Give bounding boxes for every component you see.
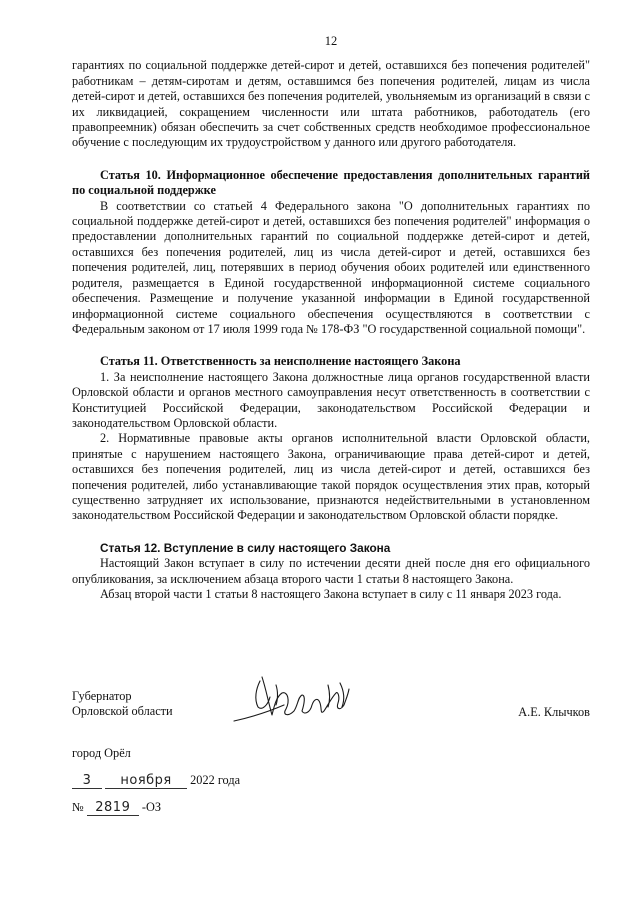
city-line: город Орёл	[72, 746, 131, 760]
law-number-line	[72, 800, 161, 816]
article-10-paragraph: В соответствии со статьей 4 Федерального закона "О дополнительных гарантиях по социальной поддержке детей-сирот и детей, оставшихся без попечения родителей" информация о предоставлении дополнительных гарантий по социальной поддержке детей-сирот и детей, оставшихся без попечения родителей, лиц из числа детей-сирот и детей, оставшихся без попечения родителей, лиц, потерявших в период обучения обоих родителей или единственного родителя, размещается в Единой государственной информационной системе социального обеспечения. Размещение и получение указанной информации в Единой государственной информационной системе социального обеспечения осуществляются в соответствии с Федеральным законом от 17 июля 1999 года № 178-ФЗ "О государственной социальной помощи".	[72, 198, 590, 336]
article-11-paragraph-1: 1. За неисполнение настоящего Закона должностные лица органов государственной власти Орловской области и органов местного самоуправления несут ответственность в соответствии с Конституцией Российской Федерации, законодательством Российской Федерации и законодательством Орловской области.	[72, 369, 590, 430]
date-day-field: 3	[72, 774, 102, 789]
signature-stroke	[256, 681, 270, 708]
article-11-heading: Статья 11. Ответственность за неисполнение настоящего Закона	[100, 354, 461, 369]
article-11-paragraph-2: 2. Нормативные правовые акты органов исполнительной власти Орловской области, принятые с нарушением настоящего Закона, ограничивающие права детей-сирот и детей, оставшихся без попечения родителей, лиц из числа детей-сирот и детей, оставшихся без попечения родителей, либо устанавливающие такой порядок осуществления этих прав, который существенно затрудняет их использование, признаются недействительными в установленном законодательством Российской Федерации и законодательством Орловской области порядке.	[72, 431, 590, 523]
signatory-title-line-1: Губернатор	[72, 689, 132, 703]
article-12-paragraph-2: Абзац второй части 1 статьи 8 настоящего Закона вступает в силу с 11 января 2023 года.	[100, 587, 562, 601]
signature-stroke	[262, 677, 349, 715]
article-12-paragraph-1: Настоящий Закон вступает в силу по истечении десяти дней после дня его официального опубликования, за исключением абзаца второго части 1 статьи 8 настоящего Закона.	[72, 556, 590, 586]
signature-stroke	[340, 683, 344, 707]
law-number-suffix: -ОЗ	[141, 800, 162, 814]
date-month-field: ноября	[105, 774, 187, 789]
signatory-name: А.Е. Клычков	[518, 705, 590, 719]
intro-paragraph: гарантиях по социальной поддержке детей-сирот и детей, оставшихся без попечения родителей" работникам – детям-сиротам и детям, оставшимся без попечения родителей, лицам из числа детей-сирот и детей, оставшихся без попечения родителей, увольняемым из организаций в связи с их ликвидацией, сокращением численности или штата работников, работодатель (его правопреемник) обязан обеспечить за счет собственных средств необходимое профессиональное обучение с последующим их трудоустройством у данного или другого работодателя.	[72, 58, 590, 150]
date-line	[72, 773, 240, 789]
signatory-title-line-2: Орловской области	[72, 704, 173, 719]
law-number-field: 2819	[87, 801, 139, 816]
date-year: 2022 года	[190, 773, 241, 787]
page-number: 12	[324, 34, 338, 48]
handwritten-signature	[232, 671, 352, 737]
spacer	[72, 151, 590, 168]
article-12-heading: Статья 12. Вступление в силу настоящего Закона	[100, 540, 391, 555]
number-sign: №	[72, 800, 84, 814]
signatory-title	[72, 689, 173, 720]
spacer	[72, 524, 590, 541]
article-10-heading: Статья 10. Информационное обеспечение предоставления дополнительных гарантий по социальной поддержке	[72, 167, 590, 198]
document-page	[72, 34, 590, 602]
signature-block	[72, 689, 590, 731]
spacer	[72, 337, 590, 354]
